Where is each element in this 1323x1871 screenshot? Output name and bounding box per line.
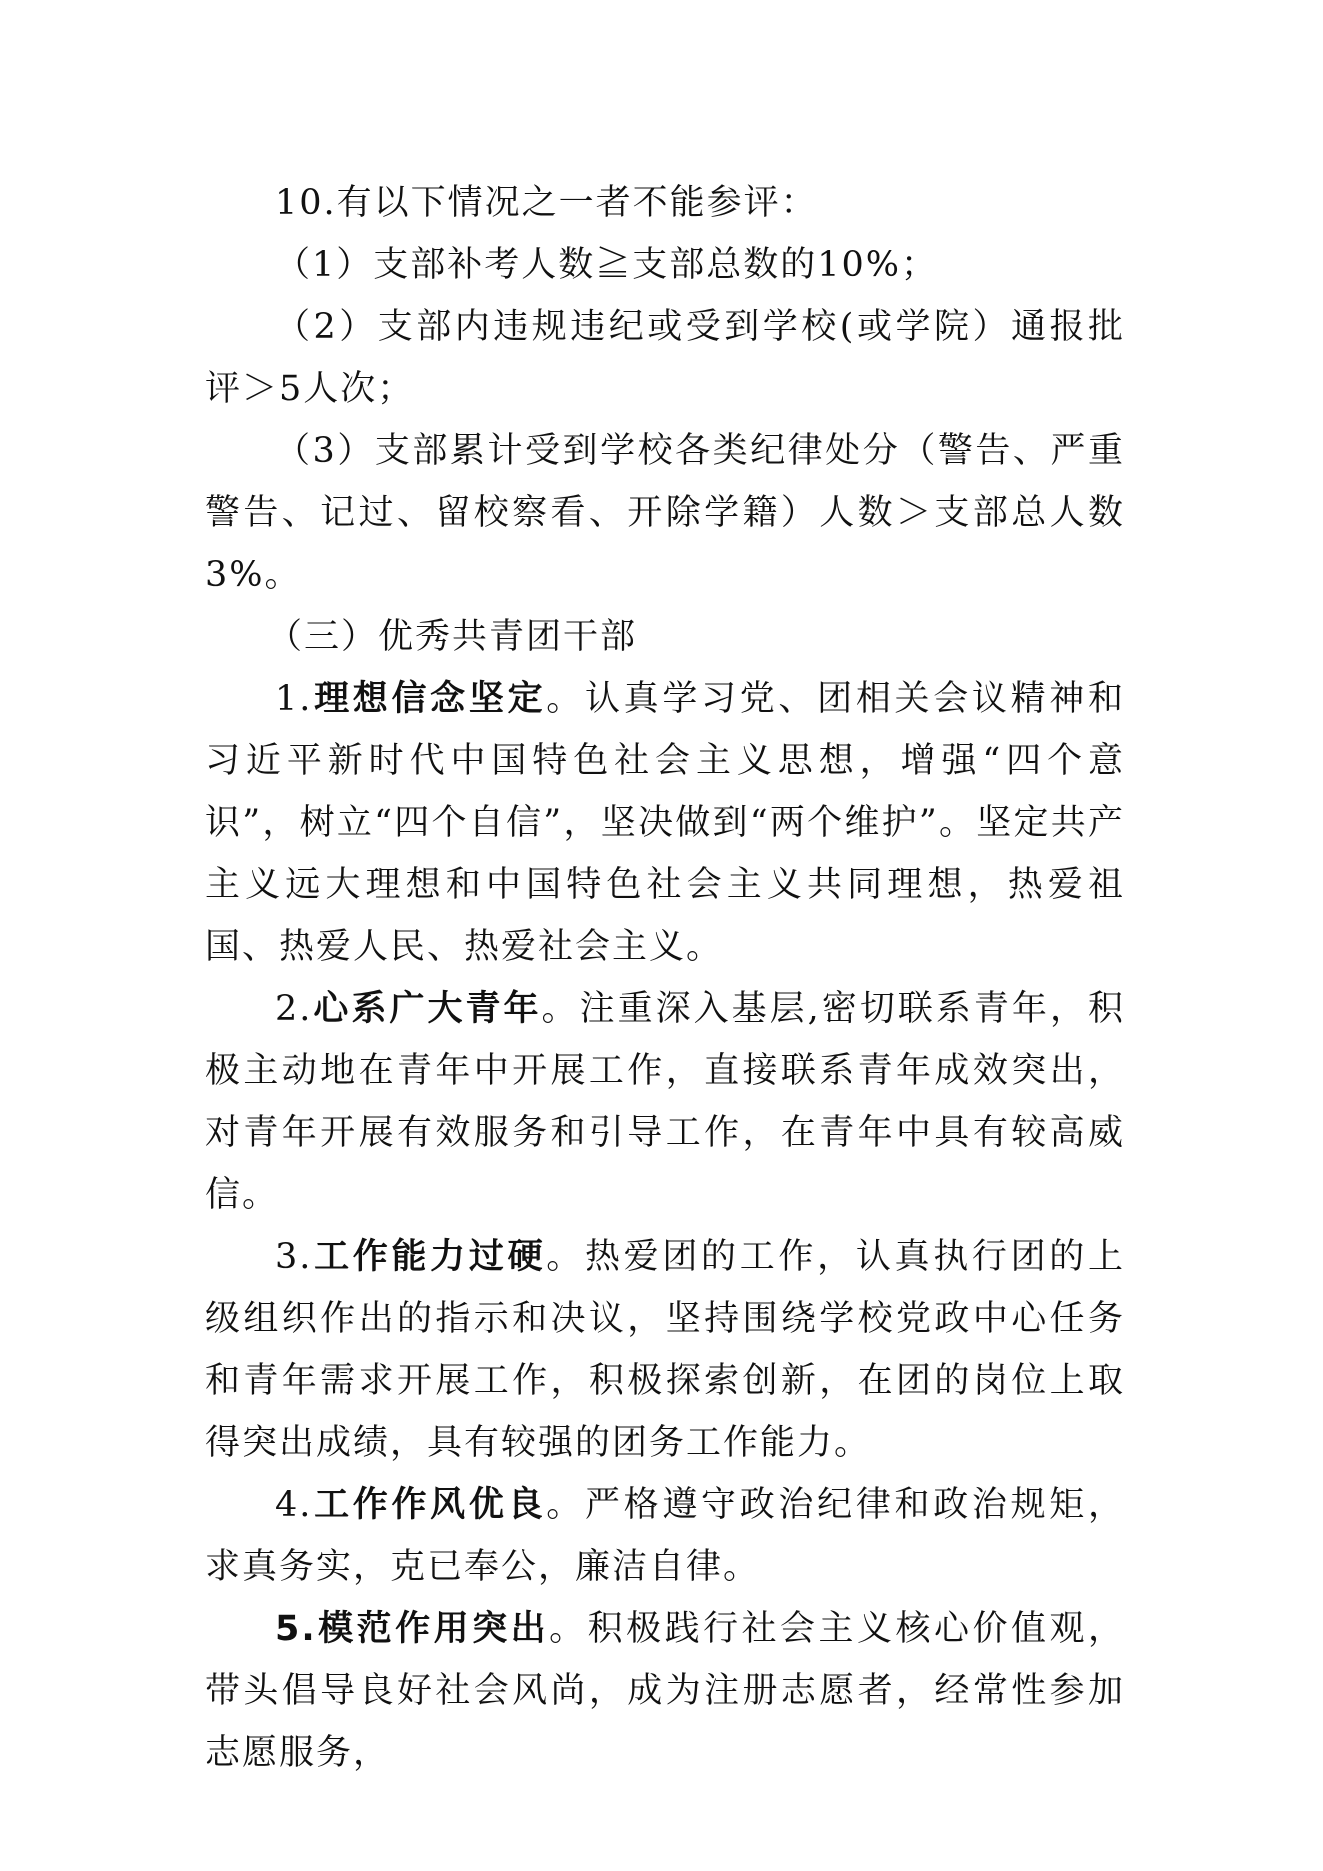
requirement-3 (205, 1226, 1125, 1474)
requirement-lead: 模范作用突出 (316, 1609, 550, 1649)
requirement-2 (205, 978, 1125, 1226)
criteria-item-2: （2）支部内违规违纪或受到学校(或学院）通报批评＞5人次； (205, 307, 1125, 409)
requirement-body: 。注重深入基层,密切联系青年，积极主动地在青年中开展工作，直接联系青年成效突出，对青年开展有效服务和引导工作，在青年中具有较高威信。 (205, 989, 1125, 1215)
requirement-number: 5. (275, 1609, 317, 1649)
requirement-5 (205, 1598, 1125, 1784)
requirement-body: 。认真学习党、团相关会议精神和习近平新时代中国特色社会主义思想，增强“四个意识”，树立“四个自信”，坚决做到“两个维护”。坚定共产主义远大理想和中国特色社会主义共同理想，热爱祖国、热爱人民、热爱社会主义。 (205, 679, 1125, 967)
requirement-lead: 心系广大青年 (312, 989, 542, 1029)
document-body (205, 172, 1125, 1784)
requirement-body: 。热爱团的工作，认真执行团的上级组织作出的指示和决议，坚持围绕学校党政中心任务和青年需求开展工作，积极探索创新，在团的岗位上取得突出成绩，具有较强的团务工作能力。 (205, 1237, 1125, 1463)
requirement-number: 2. (275, 989, 313, 1029)
requirement-lead: 工作作风优良 (312, 1485, 547, 1525)
requirement-lead: 理想信念坚定 (312, 679, 547, 719)
requirement-lead: 工作能力过硬 (312, 1237, 547, 1277)
requirement-number: 1. (275, 679, 313, 719)
criteria-item-3: （3）支部累计受到学校各类纪律处分（警告、严重警告、记过、留校察看、开除学籍）人数＞支部总人数3%。 (205, 431, 1125, 595)
criteria-intro: 10.有以下情况之一者不能参评： (275, 183, 818, 223)
requirement-body: 。严格遵守政治纪律和政治规矩，求真务实，克已奉公，廉洁自律。 (205, 1485, 1125, 1587)
section-heading: （三）优秀共青团干部 (267, 617, 638, 657)
criteria-item-1: （1）支部补考人数≧支部总数的10%； (275, 245, 939, 285)
requirement-4 (205, 1474, 1125, 1598)
requirement-1 (205, 668, 1125, 978)
requirement-body: 。积极践行社会主义核心价值观，带头倡导良好社会风尚，成为注册志愿者，经常性参加志愿服务， (205, 1609, 1125, 1773)
requirement-number: 3. (275, 1237, 313, 1277)
requirement-number: 4. (275, 1485, 313, 1525)
